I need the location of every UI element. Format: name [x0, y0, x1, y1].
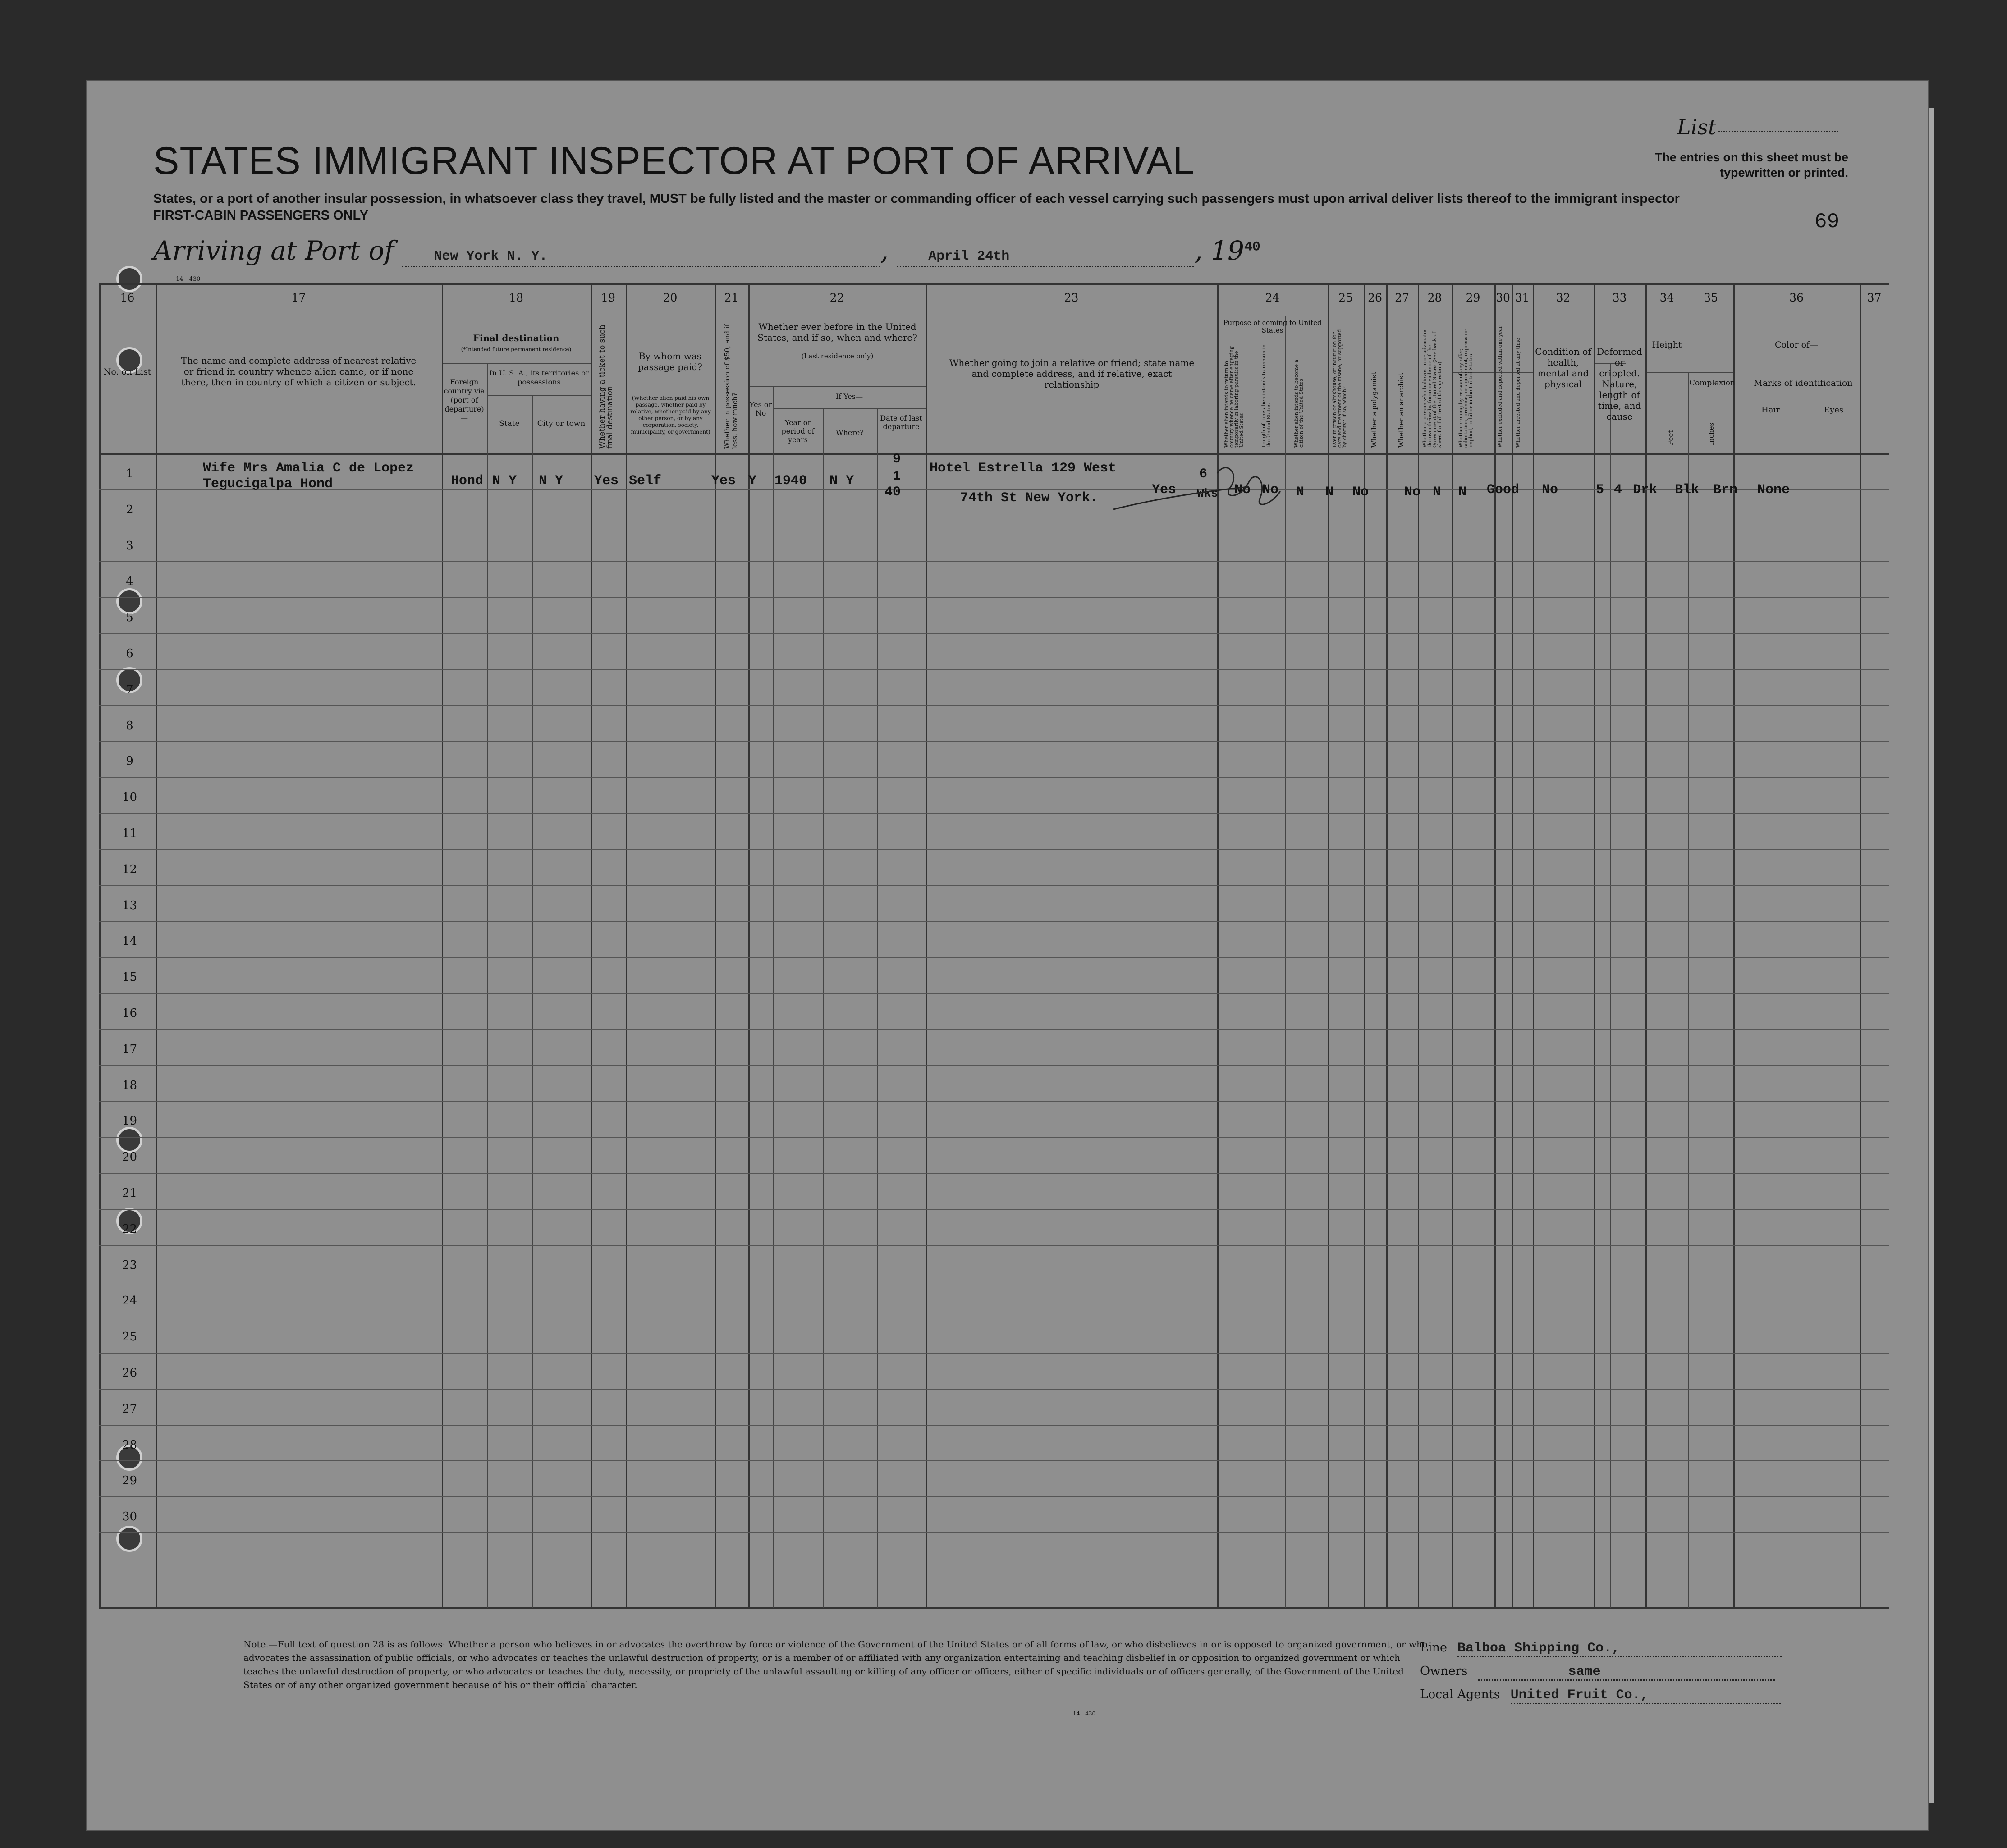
entry-joining-line1: Hotel Estrella 129 West [930, 461, 1117, 476]
header-complexion: Complexion [1689, 379, 1735, 388]
entry-feet: 5 [1596, 482, 1604, 498]
header-purpose-citizen: Whether alien intends to become a citizen of the United States [1293, 359, 1304, 448]
form-number: 14—430 [176, 276, 201, 283]
list-label: List [1677, 115, 1717, 139]
header-possession-50: Whether in possession of $50, and if less, how much? [723, 324, 739, 449]
entry-city: N Y [539, 473, 564, 489]
row-number: 13 [122, 898, 137, 912]
entry-departure-day: 1 [893, 469, 901, 484]
col-number: 26 [1368, 291, 1382, 304]
header-city: City or town [537, 419, 586, 428]
header-marks: Marks of identification [1754, 378, 1853, 388]
entry-paid-by: Self [629, 473, 662, 489]
row-number: 12 [122, 862, 137, 876]
row-line [99, 1209, 1889, 1210]
row-number: 19 [122, 1114, 137, 1128]
col-number: 31 [1515, 291, 1530, 304]
row-line [99, 993, 1889, 994]
entry-anarchist: N [1325, 485, 1334, 500]
row-line [99, 705, 1889, 706]
entry-year: 1940 [774, 473, 807, 489]
entry-complexion: Drk [1633, 482, 1658, 498]
row-line [99, 1029, 1889, 1030]
row-line [99, 1496, 1889, 1497]
row-number: 24 [122, 1294, 137, 1308]
header-no-on-list: No. on List [103, 367, 151, 377]
arriving-label: Arriving at Port of [153, 235, 394, 266]
port-value: New York N. Y. [434, 249, 548, 264]
header-purpose-return: Whether alien intends to return to country whence he came after engaging temporarily in laboring pursuits in the United States [1223, 346, 1244, 448]
header-final-destination-note: (*Intended future permanent residence) [461, 346, 572, 352]
col-number: 23 [1064, 291, 1079, 304]
col-number: 32 [1556, 291, 1571, 304]
row-line [99, 849, 1889, 850]
entry-ever-before: Y [748, 473, 757, 489]
entry-relative-line1: Wife Mrs Amalia C de Lopez [203, 461, 414, 476]
row-number: 28 [122, 1438, 137, 1452]
header-by-whom-note: (Whether alien paid his own passage, whether paid by relative, whether paid by any other person, or by any corporation, society, municipality, or government) [630, 395, 711, 435]
row-line [99, 777, 1889, 778]
question-28-note: Note.—Full text of question 28 is as follows: Whether a person who believes in or advocates the overthrow by force or violence of the Government of the United States or of all forms of law, or who disbelieves in or is opposed to organized government, or who advocates the assassination of public officials, or who advocates or teaches the unlawful destruction of property, or is a member of or affiliated with any organization entertaining and teaching disbelief in or opposition to organized government or which teaches the unlawful destruction of property, or who advocates or teaches the duty, necessity, or propriety of the unlawful assaulting or killing of any officer or officers, either of specific individuals or of officers generally, of the Government of the United States or of any other organized government because of his or their official character. [243, 1639, 1428, 1690]
header-q29: Whether coming by reason of any offer, solicitation, promise, or agreement, express or implied, to labor in the United States [1458, 329, 1474, 448]
row-line [99, 957, 1889, 958]
row-line [99, 1245, 1889, 1246]
header-if-yes: If Yes— [835, 392, 863, 401]
row-line [99, 1389, 1889, 1390]
line-label: Line [1420, 1641, 1447, 1655]
row-line [99, 1065, 1889, 1066]
row-number: 6 [126, 647, 133, 660]
col-number: 20 [663, 291, 678, 304]
header-where: Where? [836, 428, 864, 437]
entry-length-number: 6 [1199, 467, 1208, 482]
instructions-text: States, or a port of another insular possession, in whatsoever class they travel, MUST be fully listed and the master or commanding officer of each vessel carrying such passengers must upon arrival deliver lists thereof to the immigrant inspector [153, 192, 1680, 206]
year-suffix: 40 [1244, 239, 1260, 255]
entry-q29: No [1404, 485, 1421, 500]
col-number: 35 [1704, 291, 1718, 304]
row-number: 4 [126, 575, 133, 589]
col-number: 18 [509, 291, 523, 304]
header-prison: Ever in prison or almshouse, or institution for care and treatment of the insane, or supported by charity? If so, which? [1332, 329, 1347, 448]
header-by-whom: By whom was passage paid? [638, 351, 702, 372]
row-number: 26 [122, 1366, 137, 1380]
row-number: 11 [122, 827, 137, 840]
entry-departure-year: 40 [884, 485, 901, 500]
shipping-line-field [1420, 1641, 1796, 1657]
page-number: 69 [1815, 210, 1840, 233]
header-joining-relative: Whether going to join a relative or friend; state name and complete address, and if relative, exact relationship [949, 357, 1195, 390]
owners-label: Owners [1420, 1664, 1468, 1678]
passenger-class: FIRST-CABIN PASSENGERS ONLY [153, 208, 368, 223]
row-line [99, 885, 1889, 886]
row-line [99, 1425, 1889, 1426]
row-number: 5 [126, 611, 133, 625]
entry-purpose-return: Yes [1152, 482, 1177, 498]
local-agents-field [1420, 1688, 1796, 1704]
year-prefix: 19 [1211, 235, 1244, 266]
col-number: 22 [829, 291, 844, 304]
row-line [99, 1353, 1889, 1354]
row-number: 16 [122, 1006, 137, 1020]
header-height: Height [1652, 340, 1682, 350]
owners-value: same [1568, 1664, 1601, 1679]
list-number-field [1718, 131, 1838, 132]
entry-q31: N [1458, 485, 1467, 500]
entry-become-citizen: No [1234, 482, 1251, 498]
agents-label: Local Agents [1420, 1688, 1500, 1702]
header-deformed: Deformed or crippled. Nature, length of time, and cause [1597, 346, 1642, 422]
entry-marks: None [1757, 482, 1790, 498]
header-year-period: Year or period of years [781, 418, 815, 444]
col-number: 17 [291, 291, 306, 304]
row-line [99, 597, 1889, 598]
row-number: 30 [122, 1510, 137, 1524]
row-number: 15 [122, 970, 137, 984]
col-number: 37 [1867, 291, 1882, 304]
date-value: April 24th [928, 249, 1010, 264]
agents-value: United Fruit Co., [1510, 1688, 1649, 1703]
row-number: 18 [122, 1078, 137, 1092]
entry-health: Good [1487, 482, 1520, 498]
entry-relative-line2: Tegucigalpa Hond [203, 476, 333, 492]
row-number: 21 [122, 1186, 137, 1200]
row-number: 29 [122, 1474, 137, 1488]
col-number: 36 [1789, 291, 1804, 304]
header-hair: Hair [1761, 405, 1780, 415]
header-ever-before: Whether ever before in the United States, and if so, when and where? [757, 321, 917, 343]
entry-inches: 4 [1614, 482, 1622, 498]
row-number: 22 [122, 1222, 137, 1236]
header-color-of: Color of— [1774, 340, 1819, 350]
row-line [99, 1101, 1889, 1102]
col-number: 34 [1659, 291, 1674, 304]
entry-where: N Y [829, 473, 854, 489]
arrival-line: Arriving at Port of New York N. Y. , April 24th , $19^{40}$ [153, 235, 1260, 267]
col-number: 30 [1496, 291, 1510, 304]
row-number: 1 [126, 467, 133, 480]
row-line [99, 1137, 1889, 1138]
entry-foreign-country: Hond [451, 473, 484, 489]
owners-field [1420, 1664, 1796, 1681]
header-state: State [499, 419, 520, 428]
col-number: 25 [1338, 291, 1353, 304]
row-number: 27 [122, 1402, 137, 1416]
header-q28: Whether a person who believes in or advocates the overthrow by force or violence of the Government of the United States (See back of sheet for full text of this question) [1422, 328, 1443, 448]
row-number: 10 [122, 791, 137, 805]
header-yes-no: Yes or No [749, 400, 772, 417]
header-anarchist: Whether an anarchist [1397, 373, 1405, 448]
col-number: 24 [1265, 291, 1280, 304]
header-date-last-departure: Date of last departure [880, 414, 922, 431]
entry-polygamist: N [1296, 485, 1305, 500]
header-foreign-country: Foreign country via (port of departure)— [444, 378, 485, 422]
header-ticket: Whether having a ticket to such final destination [598, 325, 614, 449]
header-health: Condition of health, mental and physical [1535, 346, 1591, 389]
header-inches: Inches [1707, 422, 1715, 445]
row-line [99, 1460, 1889, 1461]
row-line [99, 921, 1889, 922]
inspector-signature-mark [1104, 455, 1294, 527]
entry-state: N Y [492, 473, 517, 489]
row-number: 14 [122, 934, 137, 948]
row-number: 23 [122, 1258, 137, 1272]
header-q30: Whether excluded and deported within one year [1497, 325, 1503, 448]
row-line [99, 561, 1889, 562]
header-in-usa: In U. S. A., its territories or possessions [489, 369, 589, 386]
row-line [99, 633, 1889, 634]
entry-joining-line2: 74th St New York. [960, 490, 1099, 506]
footer-form-number: 14—430 [1073, 1711, 1096, 1717]
col-number: 33 [1612, 291, 1627, 304]
header-eyes: Eyes [1824, 405, 1844, 415]
col-number: 21 [724, 291, 739, 304]
row-number: 9 [126, 755, 133, 768]
col-number: 27 [1395, 291, 1409, 304]
row-number: 3 [126, 539, 133, 553]
entry-q30: N [1433, 485, 1441, 500]
row-number: 2 [126, 503, 133, 517]
row-number: 17 [122, 1042, 137, 1056]
header-q31: Whether arrested and deported at any time [1515, 338, 1521, 448]
row-number: 20 [122, 1150, 137, 1164]
row-line [99, 813, 1889, 814]
page-title: STATES IMMIGRANT INSPECTOR AT PORT OF ARRIVAL [153, 139, 1195, 183]
header-polygamist: Whether a polygamist [1370, 372, 1378, 448]
header-nearest-relative: The name and complete address of nearest relative or friend in country whence alien came, or if none there, then in country of which a citizen or subject. [181, 355, 417, 388]
entry-prison: No [1262, 482, 1279, 498]
header-final-destination: Final destination [473, 333, 559, 343]
col-number: 28 [1427, 291, 1442, 304]
header-purpose: Purpose of coming to United States [1223, 319, 1322, 334]
row-line [99, 741, 1889, 742]
col-number: 29 [1466, 291, 1480, 304]
col-number: 19 [601, 291, 615, 304]
header-feet: Feet [1667, 430, 1675, 445]
row-line [99, 669, 1889, 670]
header-purpose-length: Length of time alien intends to remain in the United States [1261, 344, 1272, 448]
row-number: 25 [122, 1330, 137, 1344]
entry-possession-50: Yes [711, 473, 736, 489]
entry-q28: No [1352, 485, 1369, 500]
line-value: Balboa Shipping Co., [1457, 1641, 1620, 1656]
row-line [99, 1532, 1889, 1533]
row-number: 7 [126, 682, 133, 696]
entry-hair: Blk [1675, 482, 1700, 498]
typewritten-note: The entries on this sheet must be typewritten or printed. [1654, 151, 1848, 179]
row-line [99, 1173, 1889, 1174]
entry-departure-month: 9 [893, 452, 901, 467]
entry-ticket: Yes [594, 473, 619, 489]
row-number: 8 [126, 718, 133, 732]
manifest-table [99, 283, 1889, 1608]
header-last-residence: (Last residence only) [801, 352, 874, 360]
entry-eyes: Brn [1713, 482, 1738, 498]
entry-deformed: No [1542, 482, 1558, 498]
entry-length-unit: Wks [1197, 487, 1218, 500]
col-number: 16 [120, 291, 135, 304]
